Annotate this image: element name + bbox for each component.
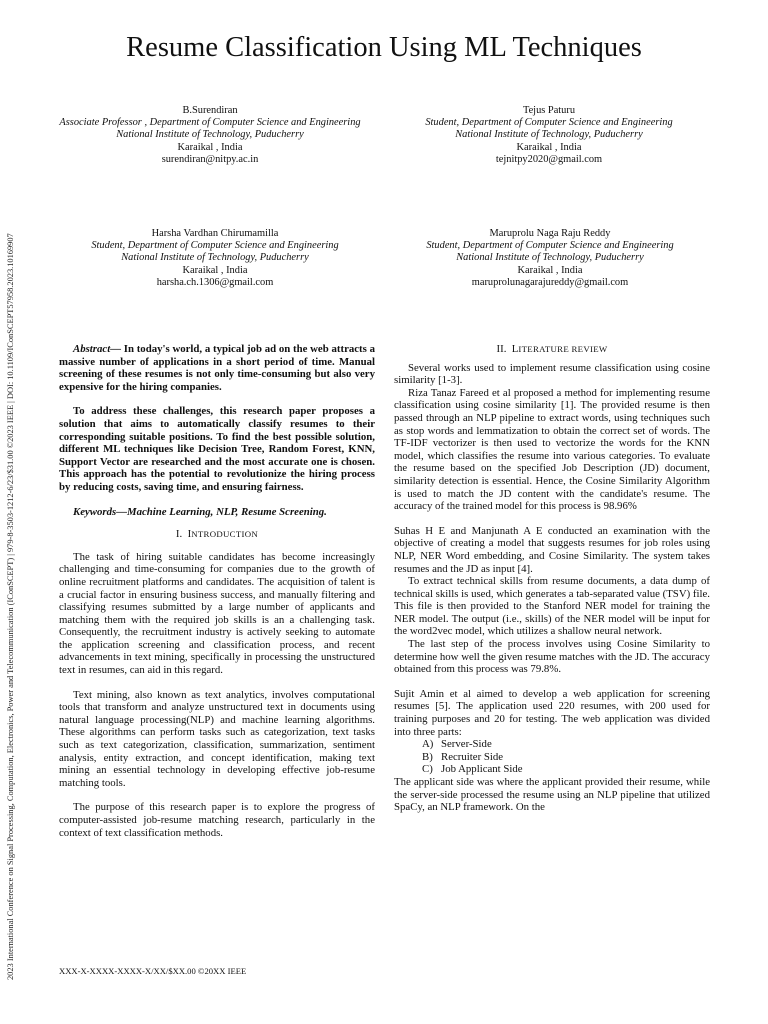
lit-paragraph-2: Riza Tanaz Fareed et al proposed a method for implementing resume classification using cosine similarity [1]. The provided resume is then passed through an NLP pipeline to extract words, using techniques such as stop words and lemmatization to obtain the correct set of words. The TF-IDF vectorizer is then used to vectorize the words for the KNN model, which classifies the resume into various categories. To evaluate the resume based on the specified Job Description (JD) document, similarity detection is essential. Hence, the Cosine Similarity Algorithm is used to match the JD content with the candidate's resume. The accuracy of the trained model for this process is 98.96%	[394, 386, 710, 513]
list-item	[422, 738, 710, 751]
paper-title: Resume Classification Using ML Techniques	[126, 32, 642, 63]
abstract-text-1: In today's world, a typical job ad on the web attracts a massive number of applications in a short period of time. Manual screening of these resumes is not only time-consuming but also very expensive for the hiring companies.	[59, 343, 375, 393]
abstract-paragraph-1	[59, 343, 375, 393]
lit-paragraph-6: Sujit Amin et al aimed to develop a web application for screening resumes [5]. The application used 220 resumes, with 200 used for training purposes and 20 for testing. The web application was divided into three parts:	[394, 687, 710, 738]
author-place: Karaikal , India	[182, 264, 248, 276]
list-item-text: Job Applicant Side	[441, 763, 523, 776]
list-item-label: C)	[422, 763, 433, 776]
author-email: harsha.ch.1306@gmail.com	[156, 276, 274, 288]
author-role: Student, Department of Computer Science and Engineering	[426, 240, 674, 252]
intro-paragraph-2: Text mining, also known as text analytics, involves computational tools that transform and analyze unstructured text in documents using natural language processing(NLP) and machine learning algorithms. These algorithms can perform tasks such as categorization, text tasks such as text categorization, classification, summarization, sentiment analysis, entity extraction, and concept identification, making text mining an essential technology in developing effective job-resume matching tools.	[59, 688, 375, 789]
author-name: B.Surendiran	[182, 105, 238, 116]
list-item	[422, 751, 710, 764]
keywords-label: Keywords—	[73, 505, 127, 518]
author-place: Karaikal , India	[177, 141, 243, 153]
lit-paragraph-5: The last step of the process involves using Cosine Similarity to determine how well the given resume matches with the JD. The accuracy obtained from this process was 79.8%.	[394, 638, 710, 676]
abstract-label: Abstract—	[73, 343, 121, 355]
lit-paragraph-7: The applicant side was where the applicant provided their resume, while the server-side processed the resume using an NLP pipeline that utilized SpaCy, an NLP framework. On the	[394, 776, 710, 814]
left-column	[59, 343, 375, 839]
author-institution: National Institute of Technology, Puducherry	[456, 252, 644, 264]
list-item-label: A)	[422, 738, 434, 751]
web-app-parts-list	[394, 738, 710, 776]
section-number: I.	[175, 528, 183, 541]
author-block-2	[384, 105, 714, 166]
author-email: maruprolunagarajureddy@gmail.com	[471, 276, 629, 288]
author-block-3	[45, 228, 385, 289]
abstract-paragraph-2: To address these challenges, this research paper proposes a solution that aims to automatically classify resumes to their corresponding suitable positions. To find the best possible solution, different ML techniques like Decision Tree, Random Forest, KNN, Support Vector are researched and the most accurate one is chosen. This approach has the potential to revolutionize the hiring process by reducing costs, saving time, and ensuring fairness.	[59, 405, 375, 493]
side-citation-text: 2023 International Conference on Signal Processing, Computation, Electronics, Power and Telecommunication (IConSCEPT) | 979-8-3503-1212-6/23/$31.00 ©2023 IEEE | DOI: 10.1109/IConSCEPT57958.2023.10169907	[6, 233, 15, 980]
author-block-1	[45, 105, 375, 166]
list-item-text: Recruiter Side	[441, 750, 504, 763]
lit-paragraph-3: Suhas H E and Manjunath A E conducted an examination with the objective of creating a model that suggests resumes for job roles using NLP, NER Word embedding, and Cosine Similarity. The system takes resumes and the JD as input [4].	[394, 524, 710, 575]
section-rest: NTRODUCTION	[191, 529, 259, 540]
author-email: surendiran@nitpy.ac.in	[161, 153, 259, 165]
keywords	[59, 506, 375, 519]
lit-paragraph-1: Several works used to implement resume classification using cosine similarity [1-3].	[394, 361, 710, 387]
intro-paragraph-1: The task of hiring suitable candidates has become increasingly challenging and time-consuming for companies due to the growth of online recruitment platforms and candidates. The acquisition of talent is a crucial factor in ensuring business success, and manually filtering and classifying resumes submitted by a large number of applicants and matching them with the required job skills is an a challenging task. Consequently, the recruitment industry is actively seeking to automate the application screening and classification process, and recent advancements in text mining, specifically in processing the unstructured text in resumes, can aid in this regard.	[59, 550, 375, 677]
author-block-4	[380, 228, 720, 289]
page-footer: XXX-X-XXXX-XXXX-X/XX/$XX.00 ©20XX IEEE	[59, 966, 247, 976]
section-first-letter: I	[187, 528, 192, 541]
author-name: Tejus Paturu	[522, 105, 576, 116]
section-heading-literature-review	[394, 343, 710, 356]
author-role: Student, Department of Computer Science and Engineering	[91, 240, 339, 252]
section-first-letter: L	[511, 343, 519, 355]
section-rest: ITERATURE REVIEW	[518, 344, 608, 354]
keywords-text: Machine Learning, NLP, Resume Screening.	[127, 505, 327, 518]
conference-sidebar	[6, 80, 20, 980]
author-email: tejnitpy2020@gmail.com	[495, 153, 603, 165]
list-item-text: Server-Side	[441, 738, 492, 751]
author-institution: National Institute of Technology, Puducherry	[116, 129, 304, 141]
author-institution: National Institute of Technology, Puducherry	[121, 252, 309, 264]
author-role: Student, Department of Computer Science and Engineering	[425, 117, 673, 129]
author-place: Karaikal , India	[517, 264, 583, 276]
author-place: Karaikal , India	[516, 141, 582, 153]
section-heading-introduction	[59, 528, 375, 541]
author-name: Maruprolu Naga Raju Reddy	[489, 228, 611, 239]
author-institution: National Institute of Technology, Puducherry	[455, 129, 643, 141]
author-role: Associate Professor , Department of Computer Science and Engineering	[59, 117, 361, 129]
list-item	[422, 763, 710, 776]
author-name: Harsha Vardhan Chirumamilla	[151, 228, 279, 239]
intro-paragraph-3: The purpose of this research paper is to explore the progress of computer-assisted job-resume matching research, particularly in the context of text classification methods.	[59, 801, 375, 839]
lit-paragraph-4: To extract technical skills from resume documents, a data dump of technical skills is used, which generates a tab-separated value (TSV) file. This file is then provided to the Stanford NER model for training the NER model. The output (i.e., skills) of the NER model will be input for the word2vec model, which utilizes a shallow neural network.	[394, 575, 710, 638]
list-item-label: B)	[422, 750, 433, 763]
right-column	[394, 343, 710, 814]
section-number: II.	[496, 343, 507, 355]
